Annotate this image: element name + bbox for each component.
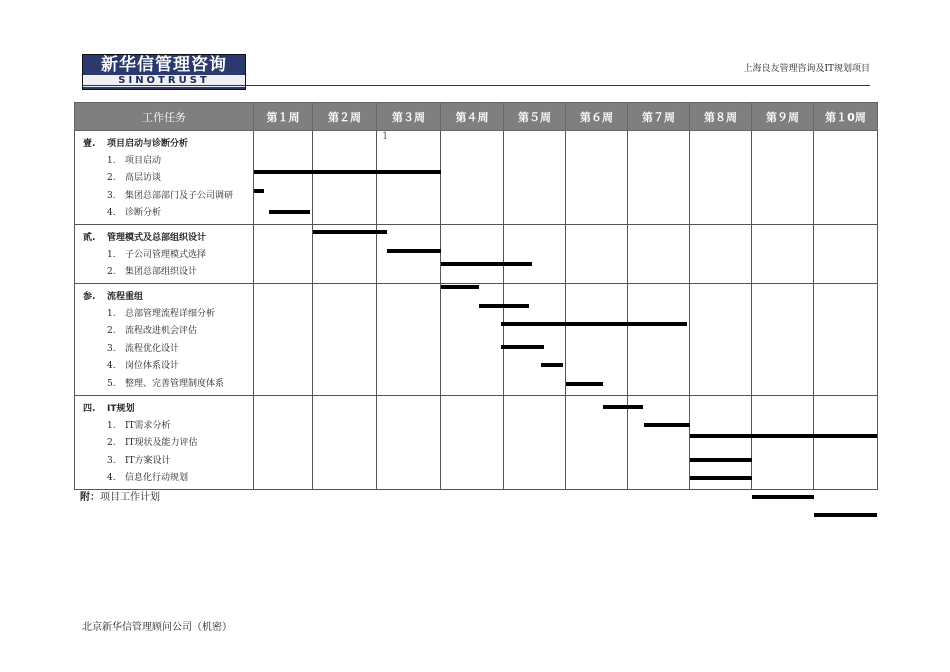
week-header: 第７周 (628, 103, 690, 131)
task-item: 1. 项目启动 (107, 156, 162, 166)
header-row (75, 103, 878, 131)
task-item: 2. IT现状及能力评估 (107, 438, 198, 449)
section-title: 四. IT规划 (83, 404, 135, 414)
week-header: 第１周 (254, 103, 313, 131)
table-caption: 附：项目工作计划 (80, 492, 160, 503)
section-row (75, 131, 878, 225)
task-item: 3. IT方案设计 (107, 455, 171, 466)
task-item: 4. 诊断分析 (107, 208, 162, 219)
section-title: 壹. 项目启动与诊断分析 (83, 139, 189, 149)
task-item: 1. IT需求分析 (107, 421, 171, 431)
page-footer: 北京新华信管理顾问公司（机密） (82, 622, 232, 633)
task-item: 4. 信息化行动规划 (107, 473, 189, 484)
task-item: 2. 流程改进机会评估 (107, 326, 198, 337)
section-row (75, 284, 878, 396)
section-tasks-cell (75, 225, 254, 284)
week-header: 第５周 (504, 103, 566, 131)
gantt-bar (752, 495, 814, 499)
task-item: 2. 集团总部组织设计 (107, 267, 198, 278)
header-divider (82, 85, 870, 86)
task-item: 2. 高层访谈 (107, 173, 162, 184)
section-title: 贰. 管理模式及总部组织设计 (83, 233, 207, 243)
task-item: 1. 子公司管理模式选择 (107, 250, 207, 260)
logo-chinese: 新华信管理咨询 (101, 55, 227, 75)
task-item: 1. 总部管理流程详细分析 (107, 309, 216, 319)
task-item: 5. 整理、完善管理制度体系 (107, 378, 225, 389)
section-row (75, 396, 878, 490)
week-header: 第３周 (377, 103, 441, 131)
task-column-header: 工作任务 (75, 103, 254, 131)
section-tasks-cell (75, 396, 254, 490)
week-header: 第２周 (313, 103, 377, 131)
project-title: 上海良友管理咨询及IT规划项目 (743, 64, 870, 74)
gantt-bar (814, 513, 877, 517)
week-header: 第８周 (690, 103, 752, 131)
section-tasks-cell (75, 284, 254, 396)
week-header: 第９周 (752, 103, 814, 131)
logo-english: SINOTRUST (83, 75, 245, 87)
section-row (75, 225, 878, 284)
section-tasks-cell (75, 131, 254, 225)
week-header: 第６周 (566, 103, 628, 131)
task-item: 4. 岗位体系设计 (107, 361, 180, 372)
section-title: 参. 流程重组 (83, 292, 144, 302)
stray-mark: 1 (382, 131, 389, 142)
gantt-table (74, 102, 878, 490)
task-item: 3. 流程优化设计 (107, 343, 180, 354)
week-header: 第１0周 (814, 103, 878, 131)
week-header: 第４周 (441, 103, 504, 131)
task-item: 3. 集团总部部门及子公司调研 (107, 190, 234, 201)
